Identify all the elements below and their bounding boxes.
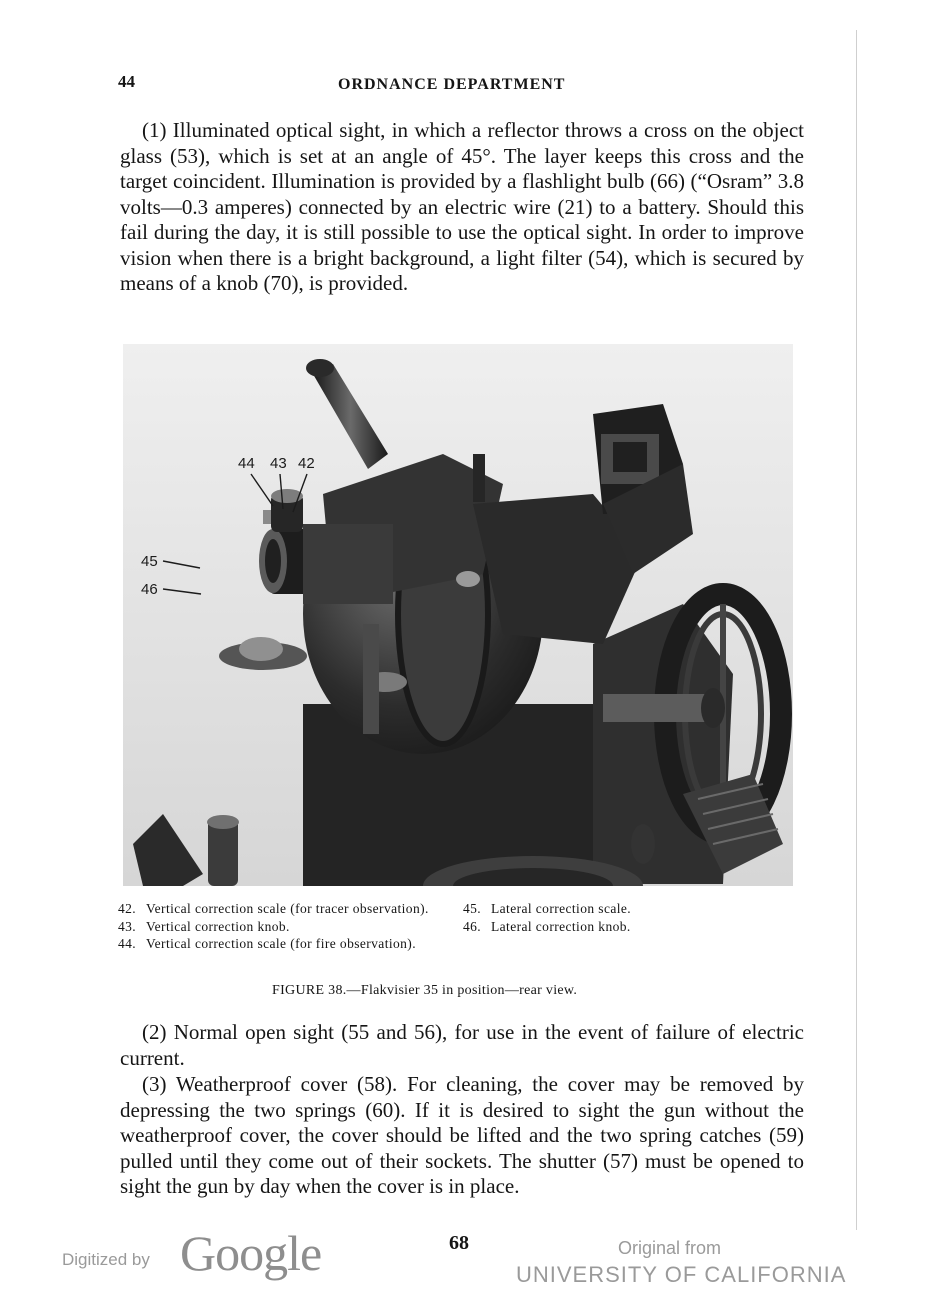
legend-left-column: [118, 900, 448, 953]
original-from-text: Original from: [618, 1238, 722, 1258]
institution-text: UNIVERSITY OF CALIFORNIA: [516, 1262, 847, 1287]
figure-caption: FIGURE 38.—Flakvisier 35 in position—rear view.: [272, 983, 578, 998]
legend-text: Lateral correction scale.: [491, 901, 632, 916]
callout-44: 44: [238, 455, 255, 472]
running-title: ORDNANCE DEPARTMENT: [338, 76, 566, 93]
page-header: [118, 72, 818, 100]
callout-46: 46: [141, 581, 158, 598]
footer-page-number: 68: [449, 1232, 469, 1254]
legend-item-42: [118, 900, 448, 918]
legend-number: 42.: [118, 901, 137, 916]
legend-item-44: [118, 935, 448, 953]
legend-right-column: [463, 900, 763, 935]
callout-45: 45: [141, 553, 158, 570]
legend-text: Lateral correction knob.: [491, 918, 631, 934]
header-page-number: 44: [118, 72, 135, 91]
legend-item-45: [463, 900, 763, 918]
legend-text: Vertical correction scale (for fire observation).: [146, 936, 416, 951]
paragraph-illuminated-sight: (1) Illuminated optical sight, in which a reflector throws a cross on the object glass (53), which is set at an angle of 45°. The layer keeps this cross and the target coincident. Illumination is provided by a flashlight bulb (66) (“Osram” 3.8 volts—0.3 amperes) connected by an electric wire (21) to a battery. Should this fail during the day, it is still possible to use the optical sight. In order to improve vision when there is a bright background, a light filter (54), which is secured by means of a knob (70), is provided.: [120, 118, 804, 295]
figure-photograph: [123, 344, 793, 886]
legend-item-43: [118, 918, 448, 936]
callout-42: 42: [298, 455, 315, 472]
legend-number: 45.: [463, 901, 482, 916]
digitized-by-text: Digitized by: [62, 1250, 150, 1269]
legend-text: Vertical correction scale (for tracer observation).: [146, 901, 429, 916]
scan-edge-line: [856, 30, 857, 1230]
legend-text: Vertical correction knob.: [146, 918, 290, 934]
callout-43: 43: [270, 455, 287, 472]
google-watermark: [62, 1225, 362, 1281]
legend-number: 43.: [118, 918, 137, 934]
legend-number: 44.: [118, 936, 137, 951]
legend-number: 46.: [463, 918, 482, 934]
google-logo: Google: [180, 1225, 322, 1281]
paragraph-weatherproof-cover: (3) Weatherproof cover (58). For cleaning, the cover may be removed by depressing the two springs (60). If it is desired to sight the gun without the weatherproof cover, the cover should be lifted and the two spring catches (59) pulled until they come out of their sockets. The shutter (57) must be opened to sight the gun by day when the cover is in place.: [120, 1072, 804, 1198]
paragraph-open-sight: (2) Normal open sight (55 and 56), for use in the event of failure of electric current.: [120, 1020, 804, 1070]
flakvisier-photo: [123, 344, 793, 886]
legend-item-46: [463, 918, 763, 936]
